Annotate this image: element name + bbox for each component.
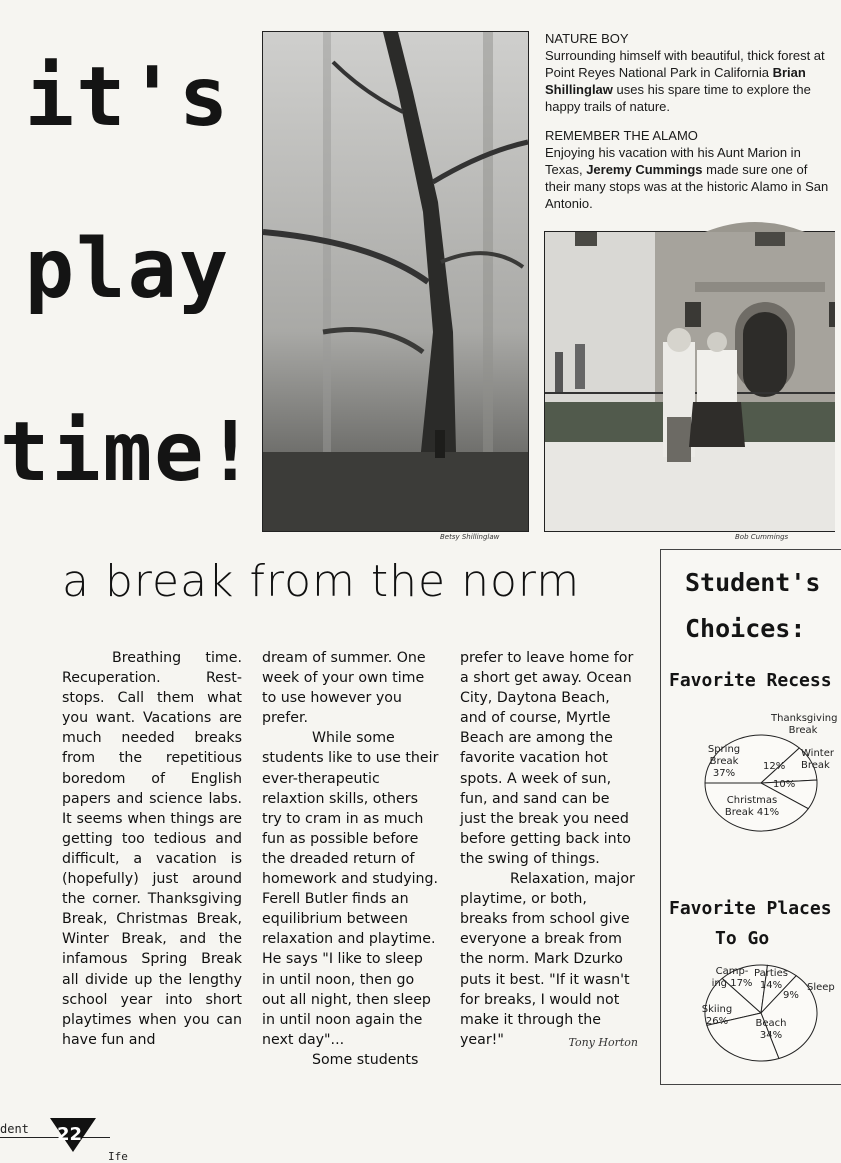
pie2-label-camping <box>711 966 753 990</box>
article-byline: Tony Horton <box>568 1035 638 1049</box>
caption-text: Enjoying his vacation with his Aunt Marion in Texas, <box>545 145 801 177</box>
forest-photo <box>262 31 529 532</box>
alamo-photo-image <box>545 232 835 531</box>
pie2-label-beach <box>753 1018 789 1042</box>
caption-nature-boy <box>545 30 835 115</box>
alamo-photo <box>544 231 835 532</box>
caption-name: Brian Shillinglaw <box>545 65 806 97</box>
pie2-label-sleep: Sleep <box>807 982 835 993</box>
article-paragraph: While some students like to use their ever-therapeutic relaxtion skills, others try to cram in as much fun as possible before the dreaded return of homework and studying. Ferell Butler finds an equilibrium between relaxation and playtime. He says "I like to sleep in until noon, then go out all night, then sleep in until noon again the next day"... <box>262 730 439 1048</box>
caption-text: made sure one of their many stops was at the historic Alamo in San Antonio. <box>545 162 829 211</box>
chart1-title: Favorite Recess <box>669 670 832 691</box>
sidebar-title-line-1: Student's <box>685 568 821 597</box>
article-paragraph: Some students <box>312 1051 419 1068</box>
pie1-label-christmas-text: Christmas Break 41% <box>724 795 780 818</box>
caption-title: NATURE BOY <box>545 31 629 46</box>
article-paragraph: Breathing time. Recuperation. Rest-stops. Call them what you want. Vacations are much needed breaks from the repetitious boredom of English papers and science labs. It seems when things are getting too tedious and difficult, a vacation is (hopefully) just around the corner. Thanksgiving Break, Christmas Break, Winter Break, and the infamous Spring Break all divide up the lengthy school year into short playtimes when you can have fun and <box>62 650 242 1048</box>
pie2-label-parties-text: Parties 14% <box>754 968 788 991</box>
pie1-label-thanksgiving-pct: 12% <box>763 761 786 772</box>
chart2-title-line-1: Favorite Places <box>669 898 832 919</box>
caption-text: Surrounding himself with beautiful, thick forest at Point Reyes National Park in California <box>545 48 825 80</box>
pie1-label-christmas <box>721 795 783 819</box>
pie1-label-thanksgiving <box>771 713 838 737</box>
caption-name: Jeremy Cummings <box>586 162 703 177</box>
pie1-label-spring <box>705 744 743 780</box>
students-choices-sidebar <box>660 549 841 1085</box>
pie2-label-skiing-text: Skiing 26% <box>701 1004 733 1027</box>
headline-line-1: it's <box>24 50 231 145</box>
footer-section-label: dent <box>0 1122 29 1136</box>
headline-line-3: time! <box>0 405 257 500</box>
headline-line-2: play <box>24 222 231 317</box>
subheadline: a break from the norm <box>62 556 581 607</box>
footer-sub-label: Ife <box>108 1150 128 1163</box>
sidebar-title-line-2: Choices: <box>685 614 806 643</box>
pie2-label-sleep-pct: 9% <box>783 990 799 1001</box>
alamo-photo-credit: Bob Cummings <box>735 533 789 541</box>
page-number: 22 <box>57 1124 83 1145</box>
pie2-label-parties <box>753 968 789 992</box>
pie1-label-winter-text: Winter Break <box>801 748 834 771</box>
pie1-label-winter-pct: 10% <box>773 779 796 790</box>
pie2-label-camping-text: Camp-ing 17% <box>711 966 753 989</box>
article-column-1 <box>62 648 242 1050</box>
caption-title: REMEMBER THE ALAMO <box>545 128 698 143</box>
photo-captions <box>545 30 835 224</box>
pie1-label-spring-text: Spring Break 37% <box>707 744 741 779</box>
forest-photo-image <box>263 32 528 531</box>
forest-photo-credit: Betsy Shillinglaw <box>440 533 500 541</box>
article-column-2 <box>262 648 440 1070</box>
pie2-label-beach-text: Beach 34% <box>755 1018 787 1041</box>
article-paragraph <box>460 869 638 1050</box>
article-paragraph: prefer to leave home for a short get away. Ocean City, Daytona Beach, and of course, Myrtle Beach are among the favorite vacation hot spots. A week of sun, fun, and sand can be just the break you need before getting back into the swing of things. <box>460 650 634 867</box>
pie2-label-skiing <box>701 1004 733 1028</box>
article-paragraph-text: Relaxation, major playtime, or both, breaks from school give everyone a break from the norm. Mark Dzurko puts it best. "If it wasn't for breaks, I would not make it through the year!" <box>460 871 635 1048</box>
article-column-3 <box>460 648 638 1053</box>
caption-remember-alamo <box>545 127 835 212</box>
pie1-label-winter <box>801 748 837 772</box>
pie1-label-thanksgiving-text: Thanksgiving Break <box>771 713 838 736</box>
caption-text: uses his spare time to explore the happy trails of nature. <box>545 82 811 114</box>
article-paragraph: dream of summer. One week of your own time to use however you prefer. <box>262 650 426 727</box>
chart2-title-line-2: To Go <box>715 928 770 949</box>
